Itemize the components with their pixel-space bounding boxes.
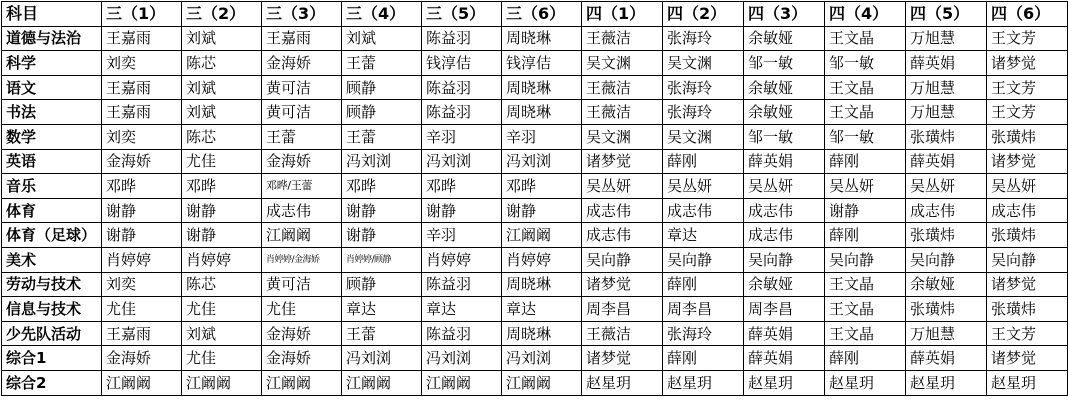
- teacher-cell[interactable]: 成志伟: [582, 223, 663, 248]
- teacher-cell[interactable]: 邹一敏: [825, 51, 906, 76]
- teacher-cell[interactable]: 刘斌: [182, 321, 262, 346]
- teacher-cell[interactable]: 诸梦觉: [582, 149, 663, 174]
- teacher-cell[interactable]: 赵星玥: [582, 370, 663, 395]
- teacher-cell[interactable]: 吴向静: [663, 247, 744, 272]
- teacher-cell[interactable]: 万旭慧: [906, 100, 987, 125]
- subject-cell[interactable]: 综合1: [2, 346, 102, 371]
- teacher-cell[interactable]: 万旭慧: [906, 26, 987, 51]
- table-row: [2, 321, 1068, 346]
- teacher-cell[interactable]: 周李昌: [663, 297, 744, 322]
- teacher-cell[interactable]: 尤佳: [182, 149, 262, 174]
- teacher-cell[interactable]: 章达: [422, 297, 502, 322]
- teacher-cell[interactable]: 章达: [663, 223, 744, 248]
- teacher-cell[interactable]: 陈益羽: [422, 100, 502, 125]
- teacher-cell[interactable]: 王薇洁: [582, 321, 663, 346]
- teacher-cell[interactable]: 邹一敏: [744, 51, 825, 76]
- teacher-cell[interactable]: 诸梦觉: [987, 272, 1068, 297]
- class-column-header[interactable]: 三（1）: [102, 2, 182, 27]
- teacher-cell[interactable]: 薛英娟: [906, 346, 987, 371]
- teacher-cell[interactable]: 江阚阚: [422, 370, 502, 395]
- teacher-cell[interactable]: 薛英娟: [744, 346, 825, 371]
- teacher-cell[interactable]: 赵星玥: [906, 370, 987, 395]
- class-column-header[interactable]: 四（4）: [825, 2, 906, 27]
- teacher-cell[interactable]: 王蕾: [262, 124, 342, 149]
- table-row: [2, 223, 1068, 248]
- teacher-cell[interactable]: 薛刚: [825, 149, 906, 174]
- teacher-cell[interactable]: 谢静: [825, 198, 906, 223]
- teacher-cell[interactable]: 吴丛妍: [825, 174, 906, 199]
- teacher-cell[interactable]: 谢静: [182, 223, 262, 248]
- teacher-cell[interactable]: 王嘉雨: [262, 26, 342, 51]
- class-column-header[interactable]: 四（2）: [663, 2, 744, 27]
- teacher-cell[interactable]: 成志伟: [262, 198, 342, 223]
- teacher-cell[interactable]: 吴丛妍: [987, 174, 1068, 199]
- teacher-cell[interactable]: 陈益羽: [422, 75, 502, 100]
- table-row: [2, 247, 1068, 272]
- teacher-cell[interactable]: 成志伟: [744, 198, 825, 223]
- teacher-cell[interactable]: 张海玲: [663, 75, 744, 100]
- subject-cell[interactable]: 劳动与技术: [2, 272, 102, 297]
- teacher-cell[interactable]: 周晓琳: [502, 321, 582, 346]
- table-row: [2, 149, 1068, 174]
- teacher-cell[interactable]: 刘斌: [342, 26, 422, 51]
- teacher-cell[interactable]: 周李昌: [744, 297, 825, 322]
- teacher-cell[interactable]: 薛英娟: [906, 51, 987, 76]
- teacher-cell[interactable]: 江阚阚: [262, 223, 342, 248]
- teacher-cell[interactable]: 赵星玥: [744, 370, 825, 395]
- teacher-cell[interactable]: 王文晶: [825, 26, 906, 51]
- teacher-cell[interactable]: 成志伟: [663, 198, 744, 223]
- teacher-cell[interactable]: 张璜炜: [987, 297, 1068, 322]
- teacher-cell[interactable]: 吴向静: [906, 247, 987, 272]
- teacher-cell[interactable]: 薛英娟: [906, 149, 987, 174]
- teacher-cell[interactable]: 张海玲: [663, 100, 744, 125]
- class-column-header[interactable]: 三（5）: [422, 2, 502, 27]
- subject-cell[interactable]: 道德与法治: [2, 26, 102, 51]
- teacher-cell[interactable]: 诸梦觉: [582, 272, 663, 297]
- teacher-cell[interactable]: 成志伟: [987, 198, 1068, 223]
- teacher-cell[interactable]: 王文芳: [987, 75, 1068, 100]
- table-row: [2, 272, 1068, 297]
- teacher-cell[interactable]: 刘斌: [182, 75, 262, 100]
- teacher-cell[interactable]: 肖婷婷: [182, 247, 262, 272]
- teacher-cell[interactable]: 刘斌: [182, 26, 262, 51]
- teacher-cell[interactable]: 王嘉雨: [102, 26, 182, 51]
- table-row: [2, 346, 1068, 371]
- teacher-cell[interactable]: 吴丛妍: [744, 174, 825, 199]
- table-row: [2, 75, 1068, 100]
- teacher-cell[interactable]: 薛英娟: [744, 321, 825, 346]
- teacher-cell[interactable]: 谢静: [502, 198, 582, 223]
- teacher-cell[interactable]: 肖婷婷: [422, 247, 502, 272]
- teacher-cell[interactable]: 冯刘浏: [422, 346, 502, 371]
- teacher-cell[interactable]: 万旭慧: [906, 321, 987, 346]
- teacher-cell[interactable]: 肖婷婷/顾静: [342, 247, 422, 272]
- class-column-header[interactable]: 三（2）: [182, 2, 262, 27]
- teacher-cell[interactable]: 尤佳: [182, 346, 262, 371]
- teacher-cell[interactable]: 诸梦觉: [987, 51, 1068, 76]
- teacher-cell[interactable]: 肖婷婷: [102, 247, 182, 272]
- teacher-cell[interactable]: 余敏娅: [744, 272, 825, 297]
- teacher-cell[interactable]: 周晓琳: [502, 100, 582, 125]
- teacher-cell[interactable]: 吴文渊: [582, 124, 663, 149]
- teacher-cell[interactable]: 王文晶: [825, 297, 906, 322]
- teacher-cell[interactable]: 江阚阚: [502, 370, 582, 395]
- teacher-cell[interactable]: 王文芳: [987, 26, 1068, 51]
- teacher-cell[interactable]: 王文芳: [987, 100, 1068, 125]
- teacher-cell[interactable]: 薛英娟: [744, 149, 825, 174]
- header-row: [2, 2, 1068, 27]
- teacher-cell[interactable]: 王蕾: [342, 51, 422, 76]
- teacher-cell[interactable]: 吴丛妍: [663, 174, 744, 199]
- teacher-assignment-table: [1, 1, 1068, 396]
- teacher-cell[interactable]: 金海娇: [102, 346, 182, 371]
- teacher-cell[interactable]: 王薇洁: [582, 26, 663, 51]
- teacher-cell[interactable]: 江阚阚: [502, 223, 582, 248]
- teacher-cell[interactable]: 邓晔: [102, 174, 182, 199]
- teacher-cell[interactable]: 邓晔: [422, 174, 502, 199]
- class-column-header[interactable]: 四（6）: [987, 2, 1068, 27]
- teacher-cell[interactable]: 陈芯: [182, 124, 262, 149]
- subject-cell[interactable]: 少先队活动: [2, 321, 102, 346]
- teacher-cell[interactable]: 薛刚: [825, 346, 906, 371]
- teacher-cell[interactable]: 黄可洁: [262, 272, 342, 297]
- teacher-cell[interactable]: 冯刘浏: [342, 346, 422, 371]
- teacher-cell[interactable]: 余敏娅: [744, 100, 825, 125]
- teacher-cell[interactable]: 王嘉雨: [102, 100, 182, 125]
- teacher-cell[interactable]: 吴文渊: [663, 124, 744, 149]
- teacher-cell[interactable]: 王文晶: [825, 100, 906, 125]
- teacher-cell[interactable]: 薛刚: [663, 272, 744, 297]
- teacher-cell[interactable]: 章达: [502, 297, 582, 322]
- class-column-header[interactable]: 四（1）: [582, 2, 663, 27]
- teacher-cell[interactable]: 章达: [342, 297, 422, 322]
- teacher-cell[interactable]: 冯刘浏: [502, 346, 582, 371]
- table-row: [2, 174, 1068, 199]
- teacher-cell[interactable]: 余敏娅: [744, 26, 825, 51]
- teacher-cell[interactable]: 冯刘浏: [342, 149, 422, 174]
- subject-cell[interactable]: 综合2: [2, 370, 102, 395]
- teacher-cell[interactable]: 诸梦觉: [582, 346, 663, 371]
- subject-cell[interactable]: 英语: [2, 149, 102, 174]
- teacher-cell[interactable]: 陈益羽: [422, 321, 502, 346]
- teacher-cell[interactable]: 成志伟: [906, 198, 987, 223]
- teacher-cell[interactable]: 赵星玥: [825, 370, 906, 395]
- teacher-cell[interactable]: 王文晶: [825, 272, 906, 297]
- teacher-cell[interactable]: 谢静: [342, 198, 422, 223]
- table-row: [2, 370, 1068, 395]
- teacher-cell[interactable]: 吴向静: [987, 247, 1068, 272]
- teacher-cell[interactable]: 尤佳: [262, 297, 342, 322]
- teacher-cell[interactable]: 金海娇: [262, 321, 342, 346]
- class-column-header[interactable]: 三（4）: [342, 2, 422, 27]
- subject-cell[interactable]: 音乐: [2, 174, 102, 199]
- teacher-cell[interactable]: 张璜炜: [906, 297, 987, 322]
- teacher-cell[interactable]: 王文晶: [825, 321, 906, 346]
- teacher-cell[interactable]: 张璜炜: [987, 223, 1068, 248]
- teacher-cell[interactable]: 谢静: [422, 198, 502, 223]
- teacher-cell[interactable]: 赵星玥: [987, 370, 1068, 395]
- teacher-cell[interactable]: 邓晔/王蕾: [262, 174, 342, 199]
- teacher-cell[interactable]: 尤佳: [182, 297, 262, 322]
- teacher-cell[interactable]: 吴丛妍: [906, 174, 987, 199]
- table-row: [2, 100, 1068, 125]
- teacher-cell[interactable]: 冯刘浏: [422, 149, 502, 174]
- teacher-cell[interactable]: 王薇洁: [582, 75, 663, 100]
- teacher-cell[interactable]: 冯刘浏: [502, 149, 582, 174]
- teacher-cell[interactable]: 肖婷婷: [502, 247, 582, 272]
- teacher-cell[interactable]: 辛羽: [502, 124, 582, 149]
- teacher-cell[interactable]: 钱淳佶: [422, 51, 502, 76]
- class-column-header[interactable]: 三（6）: [502, 2, 582, 27]
- teacher-cell[interactable]: 张璜炜: [987, 124, 1068, 149]
- teacher-cell[interactable]: 邓晔: [182, 174, 262, 199]
- teacher-cell[interactable]: 黄可洁: [262, 75, 342, 100]
- teacher-cell[interactable]: 江阚阚: [182, 370, 262, 395]
- teacher-cell[interactable]: 辛羽: [422, 124, 502, 149]
- teacher-cell[interactable]: 谢静: [102, 223, 182, 248]
- teacher-cell[interactable]: 薛刚: [825, 223, 906, 248]
- teacher-cell[interactable]: 江阚阚: [342, 370, 422, 395]
- teacher-cell[interactable]: 钱淳佶: [502, 51, 582, 76]
- teacher-cell[interactable]: 吴丛妍: [582, 174, 663, 199]
- teacher-cell[interactable]: 辛羽: [422, 223, 502, 248]
- table-row: [2, 26, 1068, 51]
- teacher-cell[interactable]: 周李昌: [582, 297, 663, 322]
- teacher-cell[interactable]: 万旭慧: [906, 75, 987, 100]
- teacher-cell[interactable]: 王嘉雨: [102, 75, 182, 100]
- teacher-cell[interactable]: 薛刚: [663, 346, 744, 371]
- teacher-cell[interactable]: 金海娇: [262, 346, 342, 371]
- teacher-cell[interactable]: 江阚阚: [102, 370, 182, 395]
- table-row: [2, 297, 1068, 322]
- teacher-cell[interactable]: 吴向静: [744, 247, 825, 272]
- teacher-cell[interactable]: 谢静: [102, 198, 182, 223]
- teacher-cell[interactable]: 薛刚: [663, 149, 744, 174]
- teacher-cell[interactable]: 陈益羽: [422, 272, 502, 297]
- schedule-sheet: [0, 1, 1068, 414]
- teacher-cell[interactable]: 刘奕: [102, 272, 182, 297]
- table-row: [2, 51, 1068, 76]
- class-column-header[interactable]: 三（3）: [262, 2, 342, 27]
- teacher-cell[interactable]: 成志伟: [582, 198, 663, 223]
- teacher-cell[interactable]: 邹一敏: [744, 124, 825, 149]
- teacher-cell[interactable]: 吴文渊: [582, 51, 663, 76]
- subject-cell[interactable]: 信息与技术: [2, 297, 102, 322]
- teacher-cell[interactable]: 邓晔: [342, 174, 422, 199]
- class-column-header[interactable]: 四（5）: [906, 2, 987, 27]
- subject-cell[interactable]: 体育（足球）: [2, 223, 102, 248]
- teacher-cell[interactable]: 谢静: [182, 198, 262, 223]
- teacher-cell[interactable]: 邓晔: [502, 174, 582, 199]
- class-column-header[interactable]: 四（3）: [744, 2, 825, 27]
- subject-cell[interactable]: 科学: [2, 51, 102, 76]
- teacher-cell[interactable]: 刘奕: [102, 51, 182, 76]
- subject-cell[interactable]: 书法: [2, 100, 102, 125]
- teacher-cell[interactable]: 肖婷婷/金海娇: [262, 247, 342, 272]
- teacher-cell[interactable]: 张璜炜: [906, 223, 987, 248]
- teacher-cell[interactable]: 王嘉雨: [102, 321, 182, 346]
- teacher-cell[interactable]: 吴向静: [825, 247, 906, 272]
- teacher-cell[interactable]: 余敏娅: [906, 272, 987, 297]
- teacher-cell[interactable]: 顾静: [342, 272, 422, 297]
- teacher-cell[interactable]: 顾静: [342, 75, 422, 100]
- teacher-cell[interactable]: 王蕾: [342, 321, 422, 346]
- teacher-cell[interactable]: 张璜炜: [906, 124, 987, 149]
- subject-cell[interactable]: 数学: [2, 124, 102, 149]
- teacher-cell[interactable]: 周晓琳: [502, 26, 582, 51]
- teacher-cell[interactable]: 吴向静: [582, 247, 663, 272]
- teacher-cell[interactable]: 余敏娅: [744, 75, 825, 100]
- teacher-cell[interactable]: 周晓琳: [502, 272, 582, 297]
- teacher-cell[interactable]: 金海娇: [262, 51, 342, 76]
- teacher-cell[interactable]: 江阚阚: [262, 370, 342, 395]
- teacher-cell[interactable]: 陈芯: [182, 272, 262, 297]
- teacher-cell[interactable]: 刘斌: [182, 100, 262, 125]
- teacher-cell[interactable]: 金海娇: [262, 149, 342, 174]
- teacher-cell[interactable]: 顾静: [342, 100, 422, 125]
- teacher-cell[interactable]: 张海玲: [663, 26, 744, 51]
- teacher-cell[interactable]: 金海娇: [102, 149, 182, 174]
- teacher-cell[interactable]: 王薇洁: [582, 100, 663, 125]
- teacher-cell[interactable]: 刘奕: [102, 124, 182, 149]
- teacher-cell[interactable]: 陈芯: [182, 51, 262, 76]
- teacher-cell[interactable]: 尤佳: [102, 297, 182, 322]
- teacher-cell[interactable]: 周晓琳: [502, 75, 582, 100]
- subject-cell[interactable]: 体育: [2, 198, 102, 223]
- subject-cell[interactable]: 语文: [2, 75, 102, 100]
- subject-column-header[interactable]: 科目: [2, 2, 102, 27]
- teacher-cell[interactable]: 吴文渊: [663, 51, 744, 76]
- teacher-cell[interactable]: 王文芳: [987, 321, 1068, 346]
- teacher-cell[interactable]: 赵星玥: [663, 370, 744, 395]
- teacher-cell[interactable]: 成志伟: [744, 223, 825, 248]
- teacher-cell[interactable]: 黄可洁: [262, 100, 342, 125]
- teacher-cell[interactable]: 王蕾: [342, 124, 422, 149]
- subject-cell[interactable]: 美术: [2, 247, 102, 272]
- teacher-cell[interactable]: 张海玲: [663, 321, 744, 346]
- teacher-cell[interactable]: 邹一敏: [825, 124, 906, 149]
- table-row: [2, 124, 1068, 149]
- teacher-cell[interactable]: 诸梦觉: [987, 149, 1068, 174]
- teacher-cell[interactable]: 诸梦觉: [987, 346, 1068, 371]
- table-row: [2, 198, 1068, 223]
- teacher-cell[interactable]: 陈益羽: [422, 26, 502, 51]
- teacher-cell[interactable]: 王文晶: [825, 75, 906, 100]
- teacher-cell[interactable]: 谢静: [342, 223, 422, 248]
